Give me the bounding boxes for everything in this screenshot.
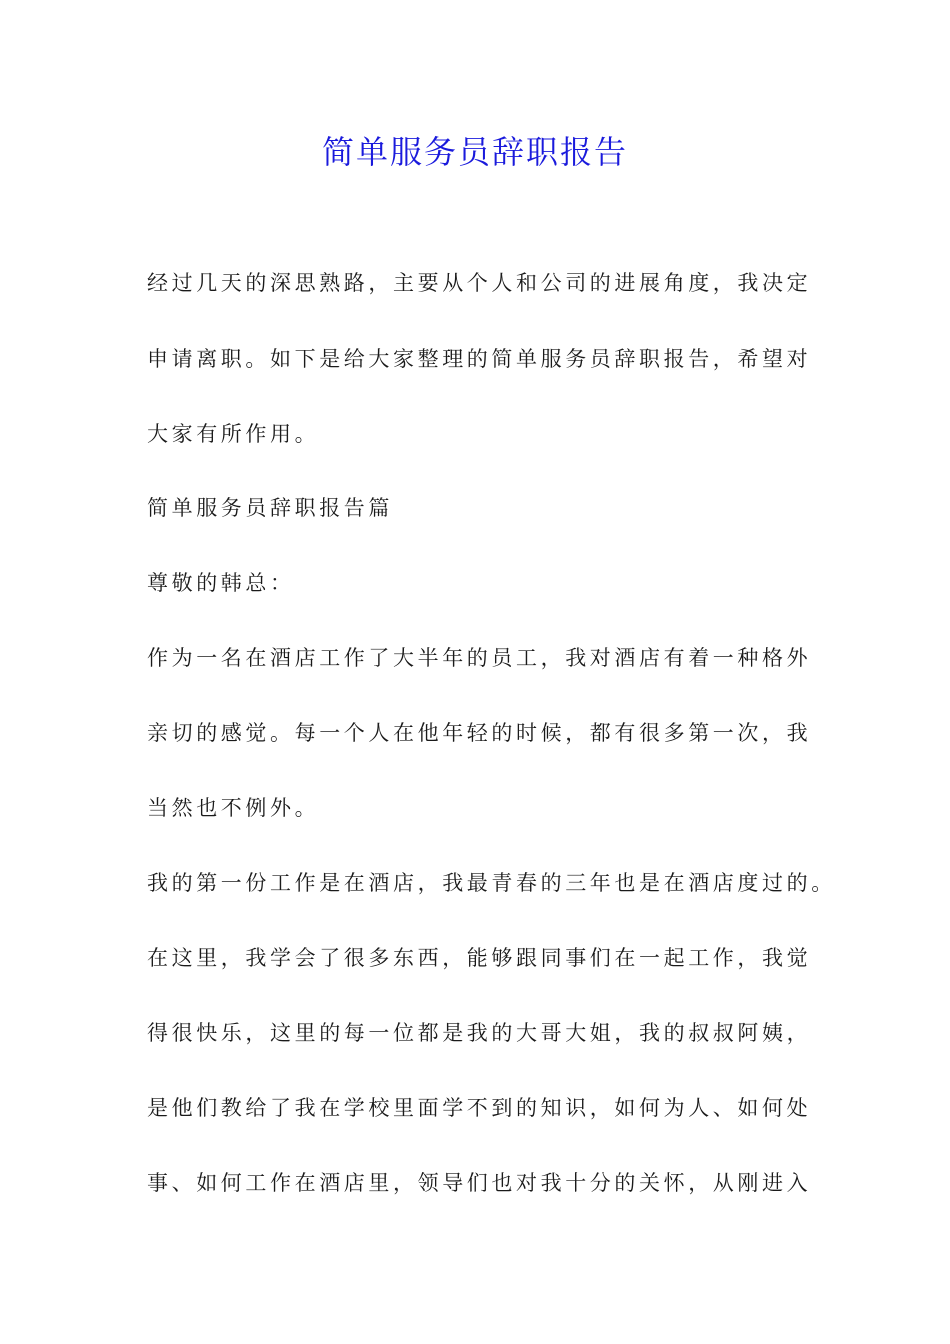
salutation: 尊敬的韩总： — [147, 571, 295, 595]
paragraph-line: 在这里，我学会了很多东西，能够跟同事们在一起工作，我觉 — [147, 946, 812, 970]
paragraph-line: 当然也不例外。 — [147, 796, 320, 820]
paragraph-line: 事、如何工作在酒店里，领导们也对我十分的关怀，从刚进入 — [147, 1171, 812, 1195]
paragraph-line: 得很快乐，这里的每一位都是我的大哥大姐，我的叔叔阿姨， — [147, 1021, 812, 1045]
paragraph-line: 申请离职。如下是给大家整理的简单服务员辞职报告，希望对 — [147, 347, 812, 371]
paragraph-line: 我的第一份工作是在酒店，我最青春的三年也是在酒店度过的。 — [147, 871, 836, 895]
document-title: 简单服务员辞职报告 — [321, 133, 628, 171]
section-heading: 简单服务员辞职报告篇 — [147, 496, 393, 520]
paragraph-line: 大家有所作用。 — [147, 422, 320, 446]
paragraph-line: 亲切的感觉。每一个人在他年轻的时候，都有很多第一次，我 — [147, 721, 812, 745]
paragraph-line: 作为一名在酒店工作了大半年的员工，我对酒店有着一种格外 — [147, 646, 812, 670]
paragraph-line: 是他们教给了我在学校里面学不到的知识，如何为人、如何处 — [147, 1096, 812, 1120]
paragraph-line: 经过几天的深思熟路，主要从个人和公司的进展角度，我决定 — [147, 271, 812, 295]
